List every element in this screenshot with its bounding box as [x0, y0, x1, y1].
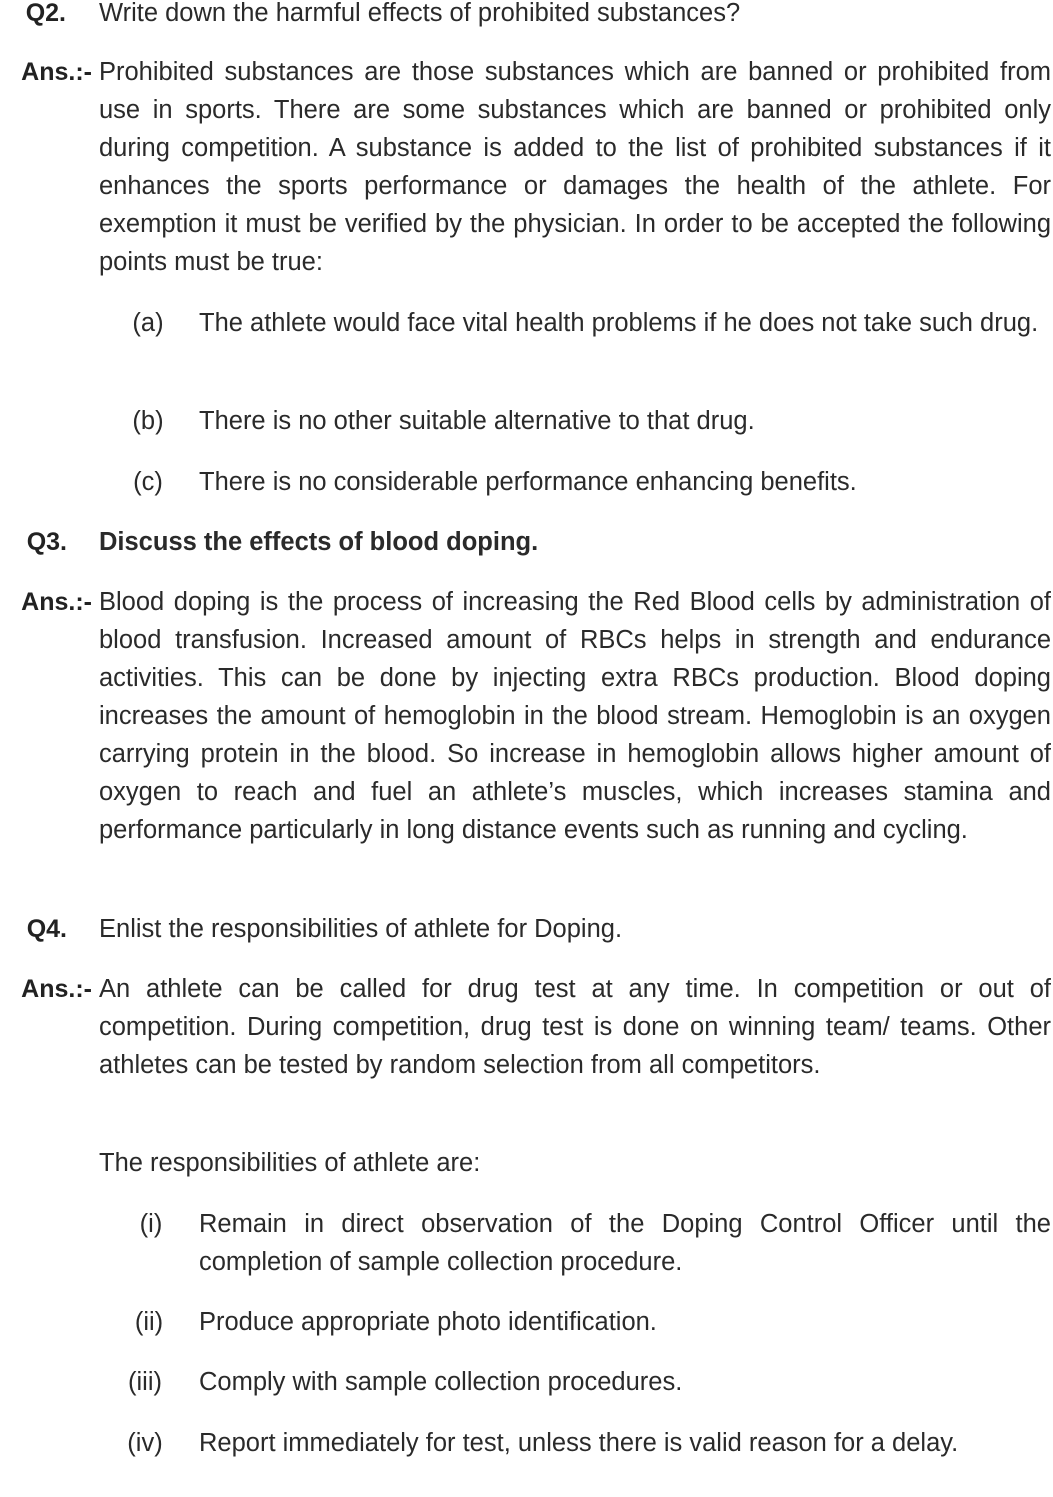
- answer-label: Ans.:-: [21, 975, 92, 1003]
- list-item-label: (a): [132, 309, 164, 337]
- question-label: Q3.: [26, 528, 67, 556]
- list-item-label: (iv): [127, 1429, 163, 1457]
- question-label: Q4.: [26, 915, 67, 943]
- list-item-text: There is no considerable performance enhancing benefits.: [199, 468, 857, 496]
- intro-text: The responsibilities of athlete are:: [99, 1149, 481, 1177]
- answer-label: Ans.:-: [21, 58, 92, 86]
- list-item-label: (i): [139, 1210, 163, 1238]
- list-item-label: (ii): [134, 1308, 164, 1336]
- list-item-label: (b): [132, 407, 164, 435]
- list-item-text: Produce appropriate photo identification.: [199, 1308, 657, 1336]
- list-item-text: There is no other suitable alternative to that drug.: [199, 407, 755, 435]
- answer-text: Prohibited substances are those substances which are banned or prohibited from use in sports. There are some substances which are banned or prohibited only during competition. A substance is added to the list of prohibited substances if it enhances the sports performance or damages the health of the athlete. For exemption it must be verified by the physician. In order to be accepted the following points must be true:: [99, 58, 1051, 276]
- list-item-text: Report immediately for test, unless there is valid reason for a delay.: [199, 1429, 959, 1457]
- question-label: Q2.: [25, 0, 66, 27]
- list-item-label: (iii): [128, 1368, 162, 1396]
- list-item-label: (c): [133, 468, 163, 496]
- question-text: Write down the harmful effects of prohibited substances?: [99, 0, 741, 27]
- question-text: Enlist the responsibilities of athlete for Doping.: [99, 915, 623, 943]
- list-item-text: The athlete would face vital health problems if he does not take such drug.: [199, 309, 1039, 337]
- question-text: Discuss the effects of blood doping.: [99, 528, 539, 556]
- list-item-text: Comply with sample collection procedures.: [199, 1368, 683, 1396]
- answer-text: An athlete can be called for drug test at any time. In competition or out of competition. During competition, drug test is done on winning team/ teams. Other athletes can be tested by random selection from all competitors.: [99, 975, 1051, 1079]
- answer-text: Blood doping is the process of increasing the Red Blood cells by administration of blood transfusion. Increased amount of RBCs helps in strength and endurance activities. This can be done by injecting extra RBCs production. Blood doping increases the amount of hemoglobin in the blood stream. Hemoglobin is an oxygen carrying protein in the blood. So increase in hemoglobin allows higher amount of oxygen to reach and fuel an athlete’s muscles, which increases stamina and performance particularly in long distance events such as running and cycling.: [99, 588, 1051, 844]
- answer-label: Ans.:-: [21, 588, 92, 616]
- list-item-text: Remain in direct observation of the Doping Control Officer until the completion of sample collection procedure.: [199, 1210, 1051, 1276]
